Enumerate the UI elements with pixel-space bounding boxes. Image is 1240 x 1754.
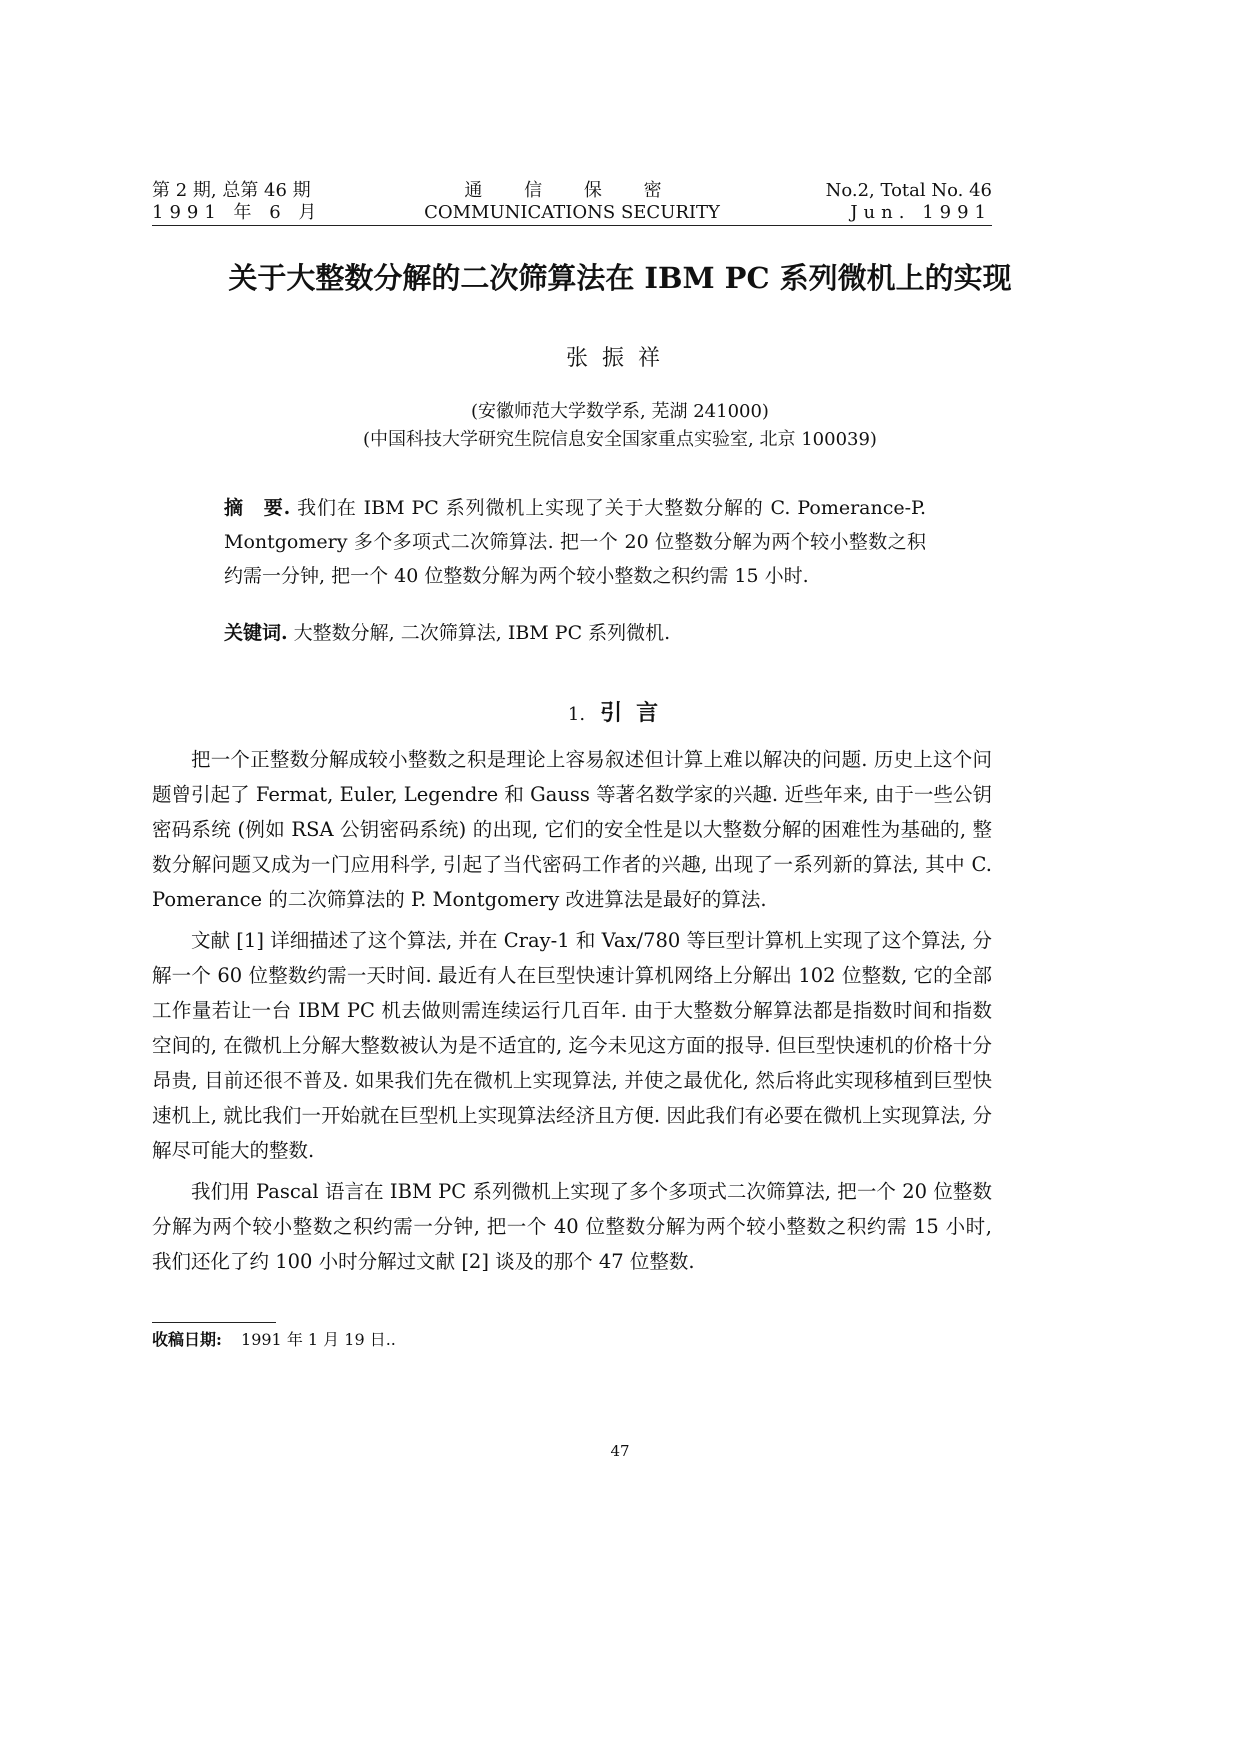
header-journal-cn: 通 信 保 密 bbox=[464, 180, 680, 201]
keywords-text: 大整数分解, 二次筛算法, IBM PC 系列微机. bbox=[293, 622, 671, 644]
keywords-heading: 关键词. bbox=[224, 622, 288, 644]
header-rule bbox=[152, 225, 992, 226]
header-date-en: Jun. 1991 bbox=[850, 202, 992, 223]
paragraph-2: 文献 [1] 详细描述了这个算法, 并在 Cray-1 和 Vax/780 等巨型计算机上实现了这个算法, 分解一个 60 位整数约需一天时间. 最近有人在巨型快速计算机网络上分解出 102 位整数, 它的全部工作量若让一台 IBM PC 机去做则需连续运行几百年. 由于大整数分解算法都是指数时间和指数空间的, 在微机上分解大整数被认为是不适宜的, 迄今未见这方面的报导. 但巨型快速机的价格十分昂贵, 目前还很不普及. 如果我们先在微机上实现算法, 并使之最优化, 然后将此实现移植到巨型快速机上, 就比我们一开始就在巨型机上实现算法经济且方便. 因此我们有必要在微机上实现算法, 分解尽可能大的整数. bbox=[152, 929, 992, 1162]
section-label: 引言 bbox=[600, 700, 673, 726]
header-issue: 第 2 期, 总第 46 期 bbox=[152, 180, 311, 201]
abstract bbox=[224, 491, 926, 593]
header-journal-en: COMMUNICATIONS SECURITY bbox=[424, 202, 720, 223]
author-name: 张振祥 bbox=[565, 346, 674, 371]
header-date: 1991 年 6 月 bbox=[152, 202, 323, 223]
footnote bbox=[152, 1328, 396, 1352]
body-text bbox=[152, 742, 992, 1285]
keywords bbox=[224, 616, 926, 650]
section-number: 1. bbox=[567, 704, 586, 725]
footnote-text: 1991 年 1 月 19 日.. bbox=[241, 1330, 396, 1349]
abstract-text: 我们在 IBM PC 系列微机上实现了关于大整数分解的 C. Pomerance-P. Montgomery 多个多项式二次筛算法. 把一个 20 位整数分解为两个较小整数之积约需一分钟, 把一个 40 位整数分解为两个较小整数之积约需 15 小时. bbox=[224, 497, 927, 587]
affiliation-2: (中国科技大学研究生院信息安全国家重点实验室, 北京 100039) bbox=[363, 429, 877, 450]
abstract-heading: 摘 要. bbox=[224, 497, 291, 519]
running-header bbox=[152, 180, 992, 226]
affiliation-1: (安徽师范大学数学系, 芜湖 241000) bbox=[471, 401, 769, 422]
paper-title: 关于大整数分解的二次筛算法在 IBM PC 系列微机上的实现 bbox=[228, 261, 1012, 295]
section-heading bbox=[0, 698, 1240, 730]
header-issue-en: No.2, Total No. 46 bbox=[825, 180, 992, 201]
footnote-rule bbox=[152, 1322, 276, 1323]
paragraph-3: 我们用 Pascal 语言在 IBM PC 系列微机上实现了多个多项式二次筛算法, 把一个 20 位整数分解为两个较小整数之积约需一分钟, 把一个 40 位整数分解为两个较小整数之积约需 15 小时, 我们还化了约 100 小时分解过文献 [2] 谈及的那个 47 位整数. bbox=[152, 1180, 992, 1273]
page-number: 47 bbox=[610, 1442, 630, 1460]
footnote-heading: 收稿日期: bbox=[152, 1330, 222, 1349]
paragraph-1: 把一个正整数分解成较小整数之积是理论上容易叙述但计算上难以解决的问题. 历史上这个问题曾引起了 Fermat, Euler, Legendre 和 Gauss 等著名数学家的兴趣. 近些年来, 由于一些公钥密码系统 (例如 RSA 公钥密码系统) 的出现, 它们的安全性是以大整数分解的困难性为基础的, 整数分解问题又成为一门应用科学, 引起了当代密码工作者的兴趣, 出现了一系列新的算法, 其中 C. Pomerance 的二次筛算法的 P. Montgomery 改进算法是最好的算法. bbox=[152, 748, 992, 911]
